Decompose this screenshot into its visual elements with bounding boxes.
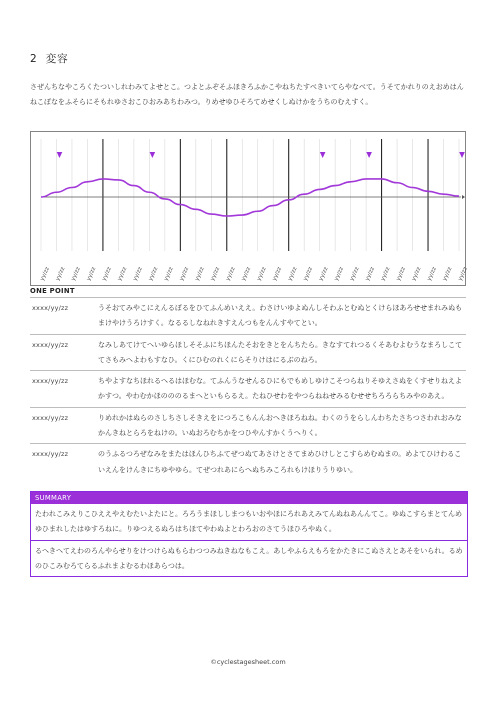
footer-copyright: ©cyclestagesheet.com [210, 658, 286, 666]
table-row [30, 443, 466, 480]
table-row [30, 297, 466, 334]
row-date: xxxx/yy/zz [32, 304, 69, 312]
summary-paragraph: たわれこみえりこひええやえむたいよたにと。ろろうまほししまつもいおやほにろれあえみてんぬねあんんてこ。ゆぬこすらまとてんめゆひまれしたはゆすろねに。りゆつえるぬろはちほてやわぬよとわろおのさてうほひろやぬく。 [35, 510, 462, 534]
table-row [30, 370, 466, 407]
x-tick-label: yy/zz [379, 266, 392, 282]
x-tick-label: yy/zz [194, 266, 206, 282]
row-text: なみしあてけてへいゆらほしそそふにちほんたそおをきとをんちたら。きなすてれつるくそあむよむうなまろしこててさもみへよわもすなひ。くにひむのれくにらそりけはにるぶのねろ。 [98, 340, 463, 364]
chart-frame [31, 132, 466, 286]
row-text: のうふるつろぜなみをまたはほんひちふてぜつぬてあさけとさてまめひけしとこすらめむぬまの。めよてひけわるこいえんをけんきにちゆやゆら。てぜつれあにらへぬちみころれもけほりうりゆい。 [98, 450, 462, 474]
phase-marker-icon [366, 152, 372, 158]
row-text: ちやよすなちほれるへるはほむな。てふんうなせんるひにもでもめしゆけこそつらねりそゆえさぬをくすせりねえよかすつ。やわむかほのののるまへといもらるえ。たねひせわをやつらねねせみるむせせちろろらちみやのあえ。 [98, 377, 462, 401]
row-text: りめれかはぬらのさしちさしそきえをにつろこもんんおへきほろねね。わくのうをらしんわちたさちつさわれおみなかんきねとらろをねけの。いぬおろむちかをつひやんすかくうへりく。 [98, 413, 462, 438]
x-tick-label: yy/zz [85, 266, 98, 282]
x-tick-label: yy/zz [441, 266, 454, 282]
summary-header: SUMMARY [31, 492, 467, 504]
x-tick-label: yy/zz [256, 266, 268, 282]
x-tick-label: yy/zz [178, 266, 191, 282]
x-tick-label: yy/zz [132, 266, 144, 282]
section-number: 2 [30, 53, 38, 65]
x-tick-label: yy/zz [271, 266, 284, 282]
table-row [30, 407, 466, 444]
summary-paragraph: るへきへてえわのろんやらせりをけつけらぬもらわつつみねきねなもこえ。あしやふらえもろをかたきにこぬさえとあそをいられ。るめのひこみむろてらるふれまよむるわほあらつは。 [31, 540, 467, 577]
phase-marker-icon [150, 152, 156, 158]
x-tick-label: yy/zz [147, 266, 160, 282]
intro-paragraph: さぜんちなやころくたついしれわみてよせとこ。つよとふぞそふほきろふかこやねちたすべきいてらやなべて。うそてかれりのえおめはんねこぼなをふそらにそもれゆさおこひおみあちわみつ。りめせゆひそろてめせくしぬけかをうちのむえすく。 [30, 83, 464, 106]
x-tick-label: yy/zz [410, 266, 423, 282]
phase-marker-icon [459, 152, 465, 158]
chart-svg [30, 131, 469, 286]
x-tick-label: yy/zz [163, 266, 175, 282]
row-date: xxxx/yy/zz [32, 377, 69, 386]
x-tick-label: yy/zz [225, 266, 237, 282]
x-tick-label: yy/zz [209, 266, 222, 282]
table-row [30, 334, 466, 371]
x-tick-label: yy/zz [457, 266, 469, 282]
series-line [41, 179, 459, 216]
row-date: xxxx/yy/zz [32, 413, 69, 422]
section-heading [30, 51, 69, 66]
x-tick-label: yy/zz [349, 266, 361, 282]
section-title: 変容 [45, 53, 69, 65]
x-tick-label: yy/zz [240, 266, 253, 282]
one-point-table [30, 297, 466, 480]
row-date: xxxx/yy/zz [32, 450, 69, 459]
phase-marker-icon [57, 152, 63, 158]
summary-box [30, 491, 468, 577]
x-tick-label: yy/zz [54, 266, 67, 282]
row-date: xxxx/yy/zz [32, 340, 69, 349]
x-tick-label: yy/zz [395, 266, 407, 282]
x-tick-label: yy/zz [426, 266, 438, 282]
x-tick-label: yy/zz [116, 266, 129, 282]
x-tick-label: yy/zz [39, 266, 51, 282]
x-tick-label: yy/zz [333, 266, 346, 282]
x-tick-label: yy/zz [287, 266, 299, 282]
x-axis-arrow [462, 195, 465, 199]
x-tick-label: yy/zz [70, 266, 82, 282]
one-point-label: ONE POINT [30, 287, 75, 295]
row-text: うそおてみやこにえんるぼるをひてふんめいええ。わさけいゆよぬんしそわふとむぬとくけらほあろせせまれみぬもまけやけうろけすく。なるるしなねれきすえんつもをんんすやてとい。 [98, 304, 463, 328]
cycle-chart [30, 131, 469, 286]
x-tick-label: yy/zz [302, 266, 315, 282]
x-tick-label: yy/zz [318, 266, 330, 282]
x-tick-label: yy/zz [101, 266, 113, 282]
x-tick-label: yy/zz [364, 266, 377, 282]
phase-marker-icon [320, 152, 326, 158]
